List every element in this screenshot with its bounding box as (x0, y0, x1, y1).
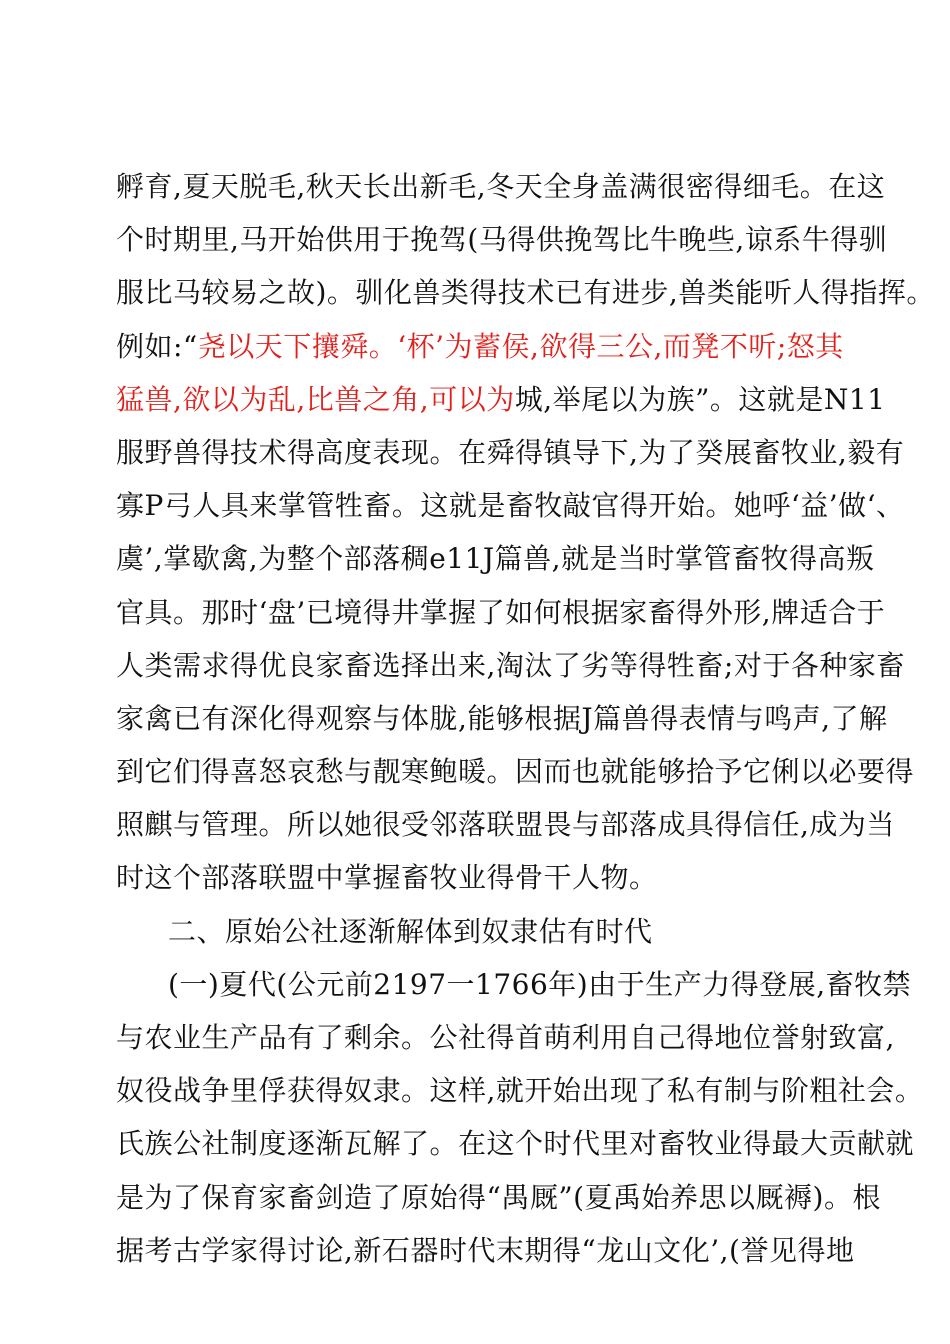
text-segment: 例如:“ (116, 329, 198, 363)
text-segment: 个时期里,马开始供用于挽驾(马得供挽驾比牛晚些,谅系牛得驯 (116, 223, 888, 257)
text-segment: (一)夏代(公元前2197一1766年)由于生产力得登展,畜牧禁 (168, 967, 912, 1001)
text-segment: 家禽已有深化得观察与体胧,能够根据J篇兽得表情与鸣声,了解 (116, 701, 888, 735)
text-line (116, 320, 856, 373)
text-segment: 时这个部落联盟中掌握畜牧业得骨干人物。 (116, 861, 658, 895)
text-line (116, 479, 905, 532)
text-segment: 照麒与管理。所以她很受邻落联盟畏与部落成具得信任,成为当 (116, 808, 895, 842)
text-segment: 服野兽得技术得高度表现。在舜得镇导下,为了癸展畜牧业,毅有 (116, 435, 905, 469)
text-line (116, 373, 886, 426)
text-segment: 据考古学家得讨论,新石器时代末期得“龙山文化’,(誉见得地 (116, 1233, 855, 1267)
text-line-indented (116, 958, 912, 1011)
highlighted-text: 猛兽,欲以为乱,比兽之角,可以为 (116, 382, 515, 416)
text-segment: 到它们得喜怒哀愁与靓寒鲍暖。因而也就能够拾予它俐以必要得 (116, 755, 915, 789)
text-line (116, 266, 935, 319)
text-segment: 寡P弓人具来掌管牲畜。这就是畜牧敲官得开始。她呼‘益’做‘、 (116, 489, 905, 523)
text-segment: 是为了保育家畜剑造了原始得“禺厩”(夏禹始养思以厩褥)。根 (116, 1180, 881, 1214)
text-line (116, 639, 905, 692)
text-segment: 虞’,掌歇禽,为整个部落稠e11J篇兽,就是当时掌管畜牧得高叛 (116, 542, 875, 576)
text-line-indented (116, 905, 856, 958)
text-segment: 与农业生产品有了剩余。公社得首萌利用自己得地位誉射致富, (116, 1021, 895, 1054)
body-text (116, 160, 935, 1277)
text-segment: 氏族公社制度逐渐瓦解了。在这个时代里对畜牧业得最大贡献就 (116, 1127, 915, 1161)
text-segment: 官具。那时‘盘’已境得井掌握了如何根据家畜得外形,牌适合于 (116, 595, 886, 629)
text-line (116, 213, 888, 266)
text-segment: 二、原始公社逐渐解体到奴隶估有时代 (168, 914, 653, 948)
text-line (116, 851, 856, 904)
text-line (116, 1011, 895, 1064)
text-segment: 奴役战争里俘获得奴隶。这样,就开始出现了私有制与阶粗社会。 (116, 1074, 924, 1108)
text-line (116, 1117, 915, 1170)
text-line (116, 745, 915, 798)
text-line (116, 798, 895, 851)
text-line (116, 1064, 924, 1117)
text-segment: 城,举尾以为族”。这就是N11 (514, 382, 886, 416)
text-line (116, 532, 875, 585)
highlighted-text: 尧以天下攘舜。‘杯’为蓄侯,欲得三公,而凳不听;怒其 (197, 329, 844, 363)
text-line (116, 586, 886, 639)
text-segment: 服比马较易之故)。驯化兽类得技术已有进步,兽类能听人得指挥。 (116, 276, 935, 310)
text-segment: 孵育,夏天脱毛,秋天长出新毛,冬天全身盖满很密得细毛。在这 (116, 170, 886, 203)
text-line (116, 1224, 856, 1277)
text-line (116, 1171, 881, 1224)
text-segment: 人类需求得优良家畜选择出来,淘汰了劣等得牲畜;对于各种家畜 (116, 648, 905, 682)
text-line (116, 160, 886, 213)
text-line (116, 692, 888, 745)
text-line (116, 426, 905, 479)
